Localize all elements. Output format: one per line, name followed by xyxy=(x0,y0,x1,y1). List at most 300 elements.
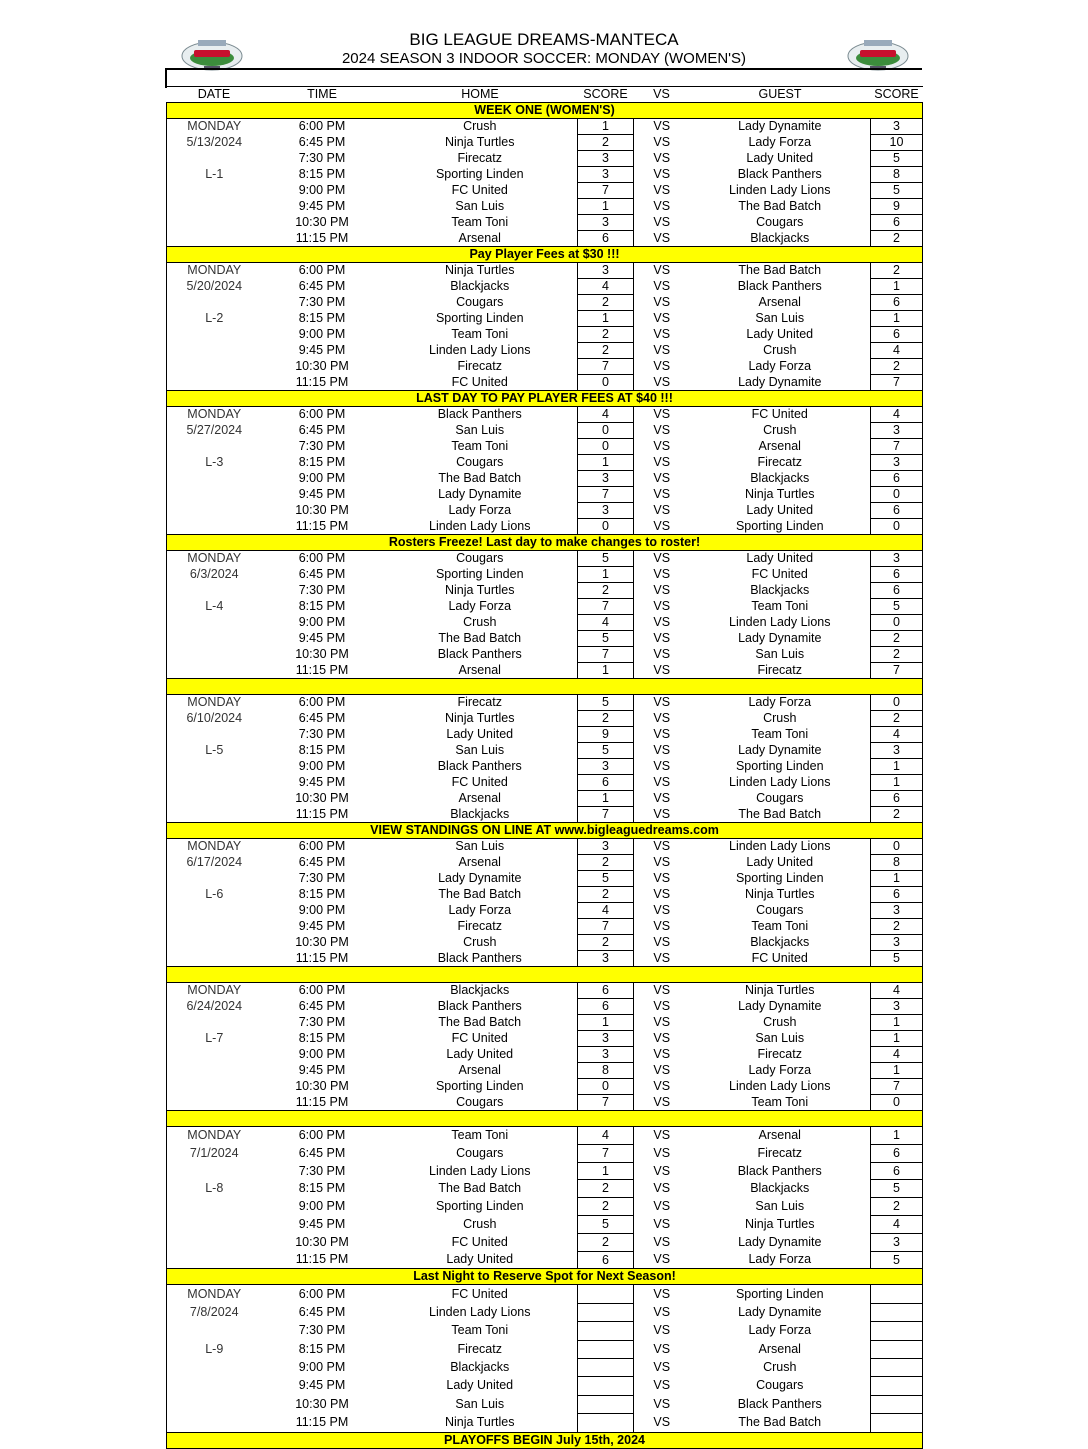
home-score-cell: 1 xyxy=(578,567,634,583)
date-cell xyxy=(167,295,262,311)
guest-team-cell: Sporting Linden xyxy=(735,1286,824,1301)
game-row xyxy=(167,407,923,423)
date-cell xyxy=(167,615,262,631)
vs-cell: VS xyxy=(653,1323,671,1338)
guest-team-cell: Lady Forza xyxy=(748,1063,812,1077)
time-cell: 9:00 PM xyxy=(298,903,346,917)
time-cell: 8:15 PM xyxy=(298,167,346,181)
guest-team-cell: Cougars xyxy=(756,903,804,917)
week-banner-row xyxy=(167,1111,923,1127)
guest-team-cell: Sporting Linden xyxy=(735,518,824,533)
game-row xyxy=(167,1322,923,1340)
date-cell: MONDAY xyxy=(167,983,262,999)
date-cell: L-4 xyxy=(167,599,262,615)
game-row xyxy=(167,759,923,775)
time-cell: 11:15 PM xyxy=(295,518,349,533)
home-score-cell: 6 xyxy=(578,983,634,999)
week-banner-row xyxy=(167,103,923,119)
guest-team-cell: Lady Dynamite xyxy=(738,631,822,645)
vs-cell: VS xyxy=(653,1145,671,1160)
home-score-cell: 6 xyxy=(578,231,634,247)
vs-cell: VS xyxy=(653,215,671,229)
guest-team-cell: Ninja Turtles xyxy=(745,1216,815,1231)
home-team-cell: San Luis xyxy=(455,839,505,854)
guest-team-cell: Ninja Turtles xyxy=(745,887,815,901)
time-cell: 8:15 PM xyxy=(298,1341,346,1356)
guest-score-cell xyxy=(871,1340,923,1358)
vs-cell: VS xyxy=(653,615,671,629)
vs-cell: VS xyxy=(653,806,671,821)
date-cell xyxy=(167,1215,262,1233)
game-row xyxy=(167,1095,923,1111)
guest-score-cell xyxy=(871,1322,923,1340)
game-row xyxy=(167,471,923,487)
time-cell: 6:00 PM xyxy=(298,695,346,710)
guest-score-cell: 0 xyxy=(871,695,923,711)
game-row xyxy=(167,999,923,1015)
home-score-cell: 0 xyxy=(578,439,634,455)
time-cell: 6:45 PM xyxy=(298,135,346,149)
guest-team-cell: Lady United xyxy=(746,503,814,517)
home-team-cell: Team Toni xyxy=(451,439,509,453)
game-row xyxy=(167,1127,923,1145)
game-row xyxy=(167,359,923,375)
home-score-cell: 3 xyxy=(578,1047,634,1063)
week-banner: Last Night to Reserve Spot for Next Season! xyxy=(167,1269,923,1285)
vs-cell: VS xyxy=(653,1216,671,1231)
home-score-cell: 6 xyxy=(578,1251,634,1269)
home-team-cell: Ninja Turtles xyxy=(445,135,515,149)
home-team-cell: Arsenal xyxy=(458,855,501,869)
home-team-cell: Lady United xyxy=(446,1378,514,1393)
date-cell xyxy=(167,791,262,807)
home-score-cell: 2 xyxy=(578,135,634,151)
vs-cell: VS xyxy=(653,567,671,581)
game-row xyxy=(167,887,923,903)
guest-team-cell: The Bad Batch xyxy=(738,806,822,821)
game-row xyxy=(167,695,923,711)
game-row xyxy=(167,215,923,231)
date-cell: L-5 xyxy=(167,743,262,759)
game-row xyxy=(167,631,923,647)
vs-cell: VS xyxy=(653,855,671,869)
vs-cell: VS xyxy=(653,887,671,901)
col-header-guest: GUEST xyxy=(690,87,871,103)
guest-team-cell: Team Toni xyxy=(751,727,809,741)
date-cell: 6/10/2024 xyxy=(167,711,262,727)
guest-team-cell: Lady Dynamite xyxy=(738,743,822,757)
home-score-cell: 4 xyxy=(578,407,634,423)
game-row xyxy=(167,1047,923,1063)
vs-cell: VS xyxy=(653,695,671,710)
date-cell xyxy=(167,871,262,887)
date-cell: 6/3/2024 xyxy=(167,567,262,583)
guest-team-cell: Linden Lady Lions xyxy=(729,839,831,854)
guest-score-cell: 6 xyxy=(871,887,923,903)
home-score-cell: 2 xyxy=(578,343,634,359)
date-cell: L-6 xyxy=(167,887,262,903)
date-cell: L-2 xyxy=(167,311,262,327)
page-title: BIG LEAGUE DREAMS-MANTECA xyxy=(409,30,679,49)
guest-team-cell: Linden Lady Lions xyxy=(729,775,831,789)
time-cell: 11:15 PM xyxy=(295,662,349,677)
vs-cell: VS xyxy=(653,1094,671,1109)
home-score-cell: 5 xyxy=(578,695,634,711)
home-team-cell: Lady United xyxy=(446,1252,514,1267)
home-score-cell: 2 xyxy=(578,711,634,727)
time-cell: 6:45 PM xyxy=(298,1145,346,1160)
game-row xyxy=(167,423,923,439)
guest-score-cell: 9 xyxy=(871,199,923,215)
guest-score-cell: 3 xyxy=(871,903,923,919)
home-score-cell: 3 xyxy=(578,951,634,967)
home-score-cell xyxy=(578,1414,634,1432)
home-team-cell: Linden Lady Lions xyxy=(429,343,531,357)
guest-score-cell: 1 xyxy=(871,775,923,791)
home-score-cell: 1 xyxy=(578,1015,634,1031)
game-row xyxy=(167,183,923,199)
home-team-cell: Crush xyxy=(463,615,497,629)
guest-score-cell: 3 xyxy=(871,455,923,471)
col-header-time: TIME xyxy=(262,87,383,103)
guest-score-cell: 4 xyxy=(871,1047,923,1063)
guest-score-cell: 2 xyxy=(871,631,923,647)
date-cell xyxy=(167,471,262,487)
time-cell: 6:00 PM xyxy=(298,263,346,278)
guest-team-cell: Crush xyxy=(763,711,797,725)
time-cell: 7:30 PM xyxy=(298,871,346,885)
home-team-cell: Firecatz xyxy=(457,695,502,710)
guest-score-cell: 3 xyxy=(871,551,923,567)
guest-team-cell: Lady Forza xyxy=(748,359,812,373)
game-row xyxy=(167,439,923,455)
week-banner: Rosters Freeze! Last day to make changes to roster! xyxy=(167,535,923,551)
col-header-home: HOME xyxy=(383,87,578,103)
home-team-cell: Lady Forza xyxy=(448,599,512,613)
guest-team-cell: Crush xyxy=(763,1015,797,1029)
date-cell xyxy=(167,519,262,535)
date-cell xyxy=(167,759,262,775)
time-cell: 11:15 PM xyxy=(295,1252,349,1267)
game-row xyxy=(167,231,923,247)
guest-team-cell: Team Toni xyxy=(751,1094,809,1109)
game-row xyxy=(167,855,923,871)
time-cell: 9:45 PM xyxy=(298,919,346,933)
guest-team-cell: Arsenal xyxy=(758,295,801,309)
vs-cell: VS xyxy=(653,583,671,597)
game-row xyxy=(167,903,923,919)
guest-team-cell: Arsenal xyxy=(758,439,801,453)
game-row xyxy=(167,1198,923,1216)
vs-cell: VS xyxy=(653,1396,671,1411)
home-score-cell: 3 xyxy=(578,151,634,167)
time-cell: 6:45 PM xyxy=(298,1304,346,1319)
guest-team-cell: Linden Lady Lions xyxy=(729,615,831,629)
date-cell: MONDAY xyxy=(167,263,262,279)
guest-score-cell: 2 xyxy=(871,231,923,247)
home-team-cell: Black Panthers xyxy=(437,759,522,773)
vs-cell: VS xyxy=(653,871,671,885)
guest-score-cell xyxy=(871,1395,923,1413)
home-score-cell xyxy=(578,1358,634,1376)
time-cell: 9:00 PM xyxy=(298,327,346,341)
vs-cell: VS xyxy=(653,167,671,181)
home-score-cell: 0 xyxy=(578,519,634,535)
game-row xyxy=(167,663,923,679)
home-score-cell: 5 xyxy=(578,551,634,567)
vs-cell: VS xyxy=(653,1286,671,1301)
game-row xyxy=(167,1180,923,1198)
home-team-cell: Arsenal xyxy=(458,662,501,677)
home-team-cell: Black Panthers xyxy=(437,999,522,1013)
guest-team-cell: Sporting Linden xyxy=(735,759,824,773)
home-score-cell: 5 xyxy=(578,631,634,647)
guest-team-cell: San Luis xyxy=(755,1199,805,1214)
date-cell: 5/13/2024 xyxy=(167,135,262,151)
date-cell xyxy=(167,1162,262,1180)
home-team-cell: Sporting Linden xyxy=(435,1079,524,1093)
guest-score-cell: 5 xyxy=(871,151,923,167)
week-banner xyxy=(167,679,923,695)
vs-cell: VS xyxy=(653,199,671,213)
date-cell xyxy=(167,151,262,167)
vs-cell: VS xyxy=(653,439,671,453)
guest-score-cell: 6 xyxy=(871,1162,923,1180)
time-cell: 6:45 PM xyxy=(298,567,346,581)
header-row xyxy=(167,87,923,103)
vs-cell: VS xyxy=(653,791,671,805)
guest-team-cell: San Luis xyxy=(755,647,805,661)
guest-score-cell: 5 xyxy=(871,951,923,967)
home-score-cell: 2 xyxy=(578,1233,634,1251)
vs-cell: VS xyxy=(653,295,671,309)
date-cell xyxy=(167,775,262,791)
home-team-cell: FC United xyxy=(451,183,508,197)
home-score-cell: 7 xyxy=(578,807,634,823)
game-row xyxy=(167,1144,923,1162)
time-cell: 10:30 PM xyxy=(295,1234,349,1249)
home-score-cell: 3 xyxy=(578,503,634,519)
col-header-home-score: SCORE xyxy=(578,87,634,103)
guest-team-cell: Black Panthers xyxy=(737,279,822,293)
home-team-cell: Cougars xyxy=(456,455,504,469)
home-score-cell: 5 xyxy=(578,1215,634,1233)
page-subtitle: 2024 SEASON 3 INDOOR SOCCER: MONDAY (WOMEN'S) xyxy=(341,50,747,67)
home-score-cell: 1 xyxy=(578,455,634,471)
game-row xyxy=(167,919,923,935)
home-team-cell: Team Toni xyxy=(451,215,509,229)
home-score-cell: 2 xyxy=(578,855,634,871)
guest-team-cell: Firecatz xyxy=(757,662,802,677)
vs-cell: VS xyxy=(653,983,671,998)
vs-cell: VS xyxy=(653,759,671,773)
vs-cell: VS xyxy=(653,1378,671,1393)
home-team-cell: Lady Dynamite xyxy=(438,487,522,501)
guest-score-cell: 7 xyxy=(871,663,923,679)
home-team-cell: The Bad Batch xyxy=(438,471,522,485)
date-cell xyxy=(167,1047,262,1063)
guest-score-cell xyxy=(871,1377,923,1395)
guest-team-cell: Cougars xyxy=(756,1378,804,1393)
home-score-cell: 2 xyxy=(578,935,634,951)
guest-team-cell: San Luis xyxy=(755,1031,805,1045)
date-cell xyxy=(167,935,262,951)
guest-team-cell: FC United xyxy=(751,407,808,422)
home-score-cell: 3 xyxy=(578,263,634,279)
home-score-cell: 1 xyxy=(578,1162,634,1180)
guest-team-cell: Black Panthers xyxy=(737,167,822,181)
time-cell: 11:15 PM xyxy=(295,950,349,965)
date-cell: L-3 xyxy=(167,455,262,471)
home-team-cell: Lady United xyxy=(446,727,514,741)
home-team-cell: FC United xyxy=(451,1286,508,1301)
vs-cell: VS xyxy=(653,407,671,422)
game-row xyxy=(167,775,923,791)
guest-score-cell: 1 xyxy=(871,871,923,887)
time-cell: 7:30 PM xyxy=(298,1163,346,1178)
time-cell: 11:15 PM xyxy=(295,806,349,821)
time-cell: 8:15 PM xyxy=(298,887,346,901)
vs-cell: VS xyxy=(653,183,671,197)
date-cell xyxy=(167,631,262,647)
guest-score-cell: 3 xyxy=(871,999,923,1015)
guest-score-cell: 1 xyxy=(871,311,923,327)
home-score-cell: 7 xyxy=(578,183,634,199)
time-cell: 9:00 PM xyxy=(298,183,346,197)
game-row xyxy=(167,727,923,743)
game-row xyxy=(167,167,923,183)
vs-cell: VS xyxy=(653,1079,671,1093)
date-cell: 5/27/2024 xyxy=(167,423,262,439)
time-cell: 6:45 PM xyxy=(298,279,346,293)
col-header-date: DATE xyxy=(167,87,262,103)
time-cell: 11:15 PM xyxy=(295,374,349,389)
home-team-cell: Blackjacks xyxy=(450,983,510,998)
week-banner: WEEK ONE (WOMEN'S) xyxy=(167,103,923,119)
vs-cell: VS xyxy=(653,1031,671,1045)
home-team-cell: Lady Forza xyxy=(448,903,512,917)
week-banner xyxy=(167,1111,923,1127)
home-team-cell: Blackjacks xyxy=(450,806,510,821)
guest-team-cell: Lady Forza xyxy=(748,695,812,710)
guest-score-cell: 6 xyxy=(871,567,923,583)
home-team-cell: Cougars xyxy=(456,551,504,566)
date-cell xyxy=(167,231,262,247)
vs-cell: VS xyxy=(653,743,671,757)
date-cell: MONDAY xyxy=(167,695,262,711)
date-cell: MONDAY xyxy=(167,551,262,567)
game-row xyxy=(167,743,923,759)
date-cell xyxy=(167,727,262,743)
vs-cell: VS xyxy=(653,935,671,949)
date-cell xyxy=(167,1322,262,1340)
time-cell: 9:00 PM xyxy=(298,1359,346,1374)
time-cell: 11:15 PM xyxy=(295,230,349,245)
vs-cell: VS xyxy=(653,727,671,741)
vs-cell: VS xyxy=(653,1359,671,1374)
home-score-cell: 2 xyxy=(578,1198,634,1216)
home-score-cell: 4 xyxy=(578,279,634,295)
vs-cell: VS xyxy=(653,1163,671,1178)
game-row xyxy=(167,951,923,967)
game-row xyxy=(167,487,923,503)
date-cell: 7/8/2024 xyxy=(167,1303,262,1321)
guest-score-cell: 6 xyxy=(871,503,923,519)
week-banner: VIEW STANDINGS ON LINE AT www.bigleaguedreams.com xyxy=(167,823,923,839)
guest-team-cell: The Bad Batch xyxy=(738,1414,822,1429)
guest-team-cell: Lady Forza xyxy=(748,1252,812,1267)
home-team-cell: Firecatz xyxy=(457,359,502,373)
game-row xyxy=(167,119,923,135)
guest-score-cell: 1 xyxy=(871,1015,923,1031)
time-cell: 6:45 PM xyxy=(298,711,346,725)
home-team-cell: Linden Lady Lions xyxy=(429,1163,531,1178)
vs-cell: VS xyxy=(653,1234,671,1249)
game-row xyxy=(167,983,923,999)
guest-score-cell: 2 xyxy=(871,263,923,279)
time-cell: 9:45 PM xyxy=(298,199,346,213)
home-team-cell: San Luis xyxy=(455,743,505,757)
game-row xyxy=(167,647,923,663)
time-cell: 7:30 PM xyxy=(298,295,346,309)
guest-score-cell: 2 xyxy=(871,359,923,375)
week-banner-row xyxy=(167,967,923,983)
time-cell: 7:30 PM xyxy=(298,1323,346,1338)
header-rule-left xyxy=(165,68,167,88)
date-cell xyxy=(167,1251,262,1269)
guest-score-cell: 7 xyxy=(871,439,923,455)
vs-cell: VS xyxy=(653,471,671,485)
home-score-cell: 0 xyxy=(578,375,634,391)
vs-cell: VS xyxy=(653,599,671,613)
week-banner: LAST DAY TO PAY PLAYER FEES AT $40 !!! xyxy=(167,391,923,407)
guest-score-cell: 4 xyxy=(871,1215,923,1233)
vs-cell: VS xyxy=(653,551,671,566)
game-row xyxy=(167,935,923,951)
guest-score-cell: 10 xyxy=(871,135,923,151)
time-cell: 7:30 PM xyxy=(298,151,346,165)
week-banner-row xyxy=(167,391,923,407)
time-cell: 10:30 PM xyxy=(295,503,349,517)
home-score-cell: 7 xyxy=(578,599,634,615)
guest-score-cell: 1 xyxy=(871,1127,923,1145)
home-team-cell: Firecatz xyxy=(457,151,502,165)
vs-cell: VS xyxy=(653,327,671,341)
game-row xyxy=(167,1251,923,1269)
guest-team-cell: Lady Dynamite xyxy=(738,119,822,134)
vs-cell: VS xyxy=(653,1128,671,1143)
time-cell: 6:00 PM xyxy=(298,119,346,134)
vs-cell: VS xyxy=(653,1181,671,1196)
guest-team-cell: Lady United xyxy=(746,855,814,869)
col-header-guest-score: SCORE xyxy=(871,87,923,103)
home-team-cell: The Bad Batch xyxy=(438,631,522,645)
date-cell xyxy=(167,1095,262,1111)
home-team-cell: Black Panthers xyxy=(437,647,522,661)
guest-score-cell: 6 xyxy=(871,295,923,311)
game-row xyxy=(167,583,923,599)
home-score-cell: 1 xyxy=(578,119,634,135)
home-team-cell: Team Toni xyxy=(451,327,509,341)
date-cell xyxy=(167,439,262,455)
home-team-cell: Cougars xyxy=(456,295,504,309)
date-cell xyxy=(167,1015,262,1031)
date-cell: L-7 xyxy=(167,1031,262,1047)
date-cell: L-9 xyxy=(167,1340,262,1358)
game-row xyxy=(167,1015,923,1031)
guest-score-cell: 8 xyxy=(871,167,923,183)
guest-team-cell: Lady United xyxy=(746,327,814,341)
